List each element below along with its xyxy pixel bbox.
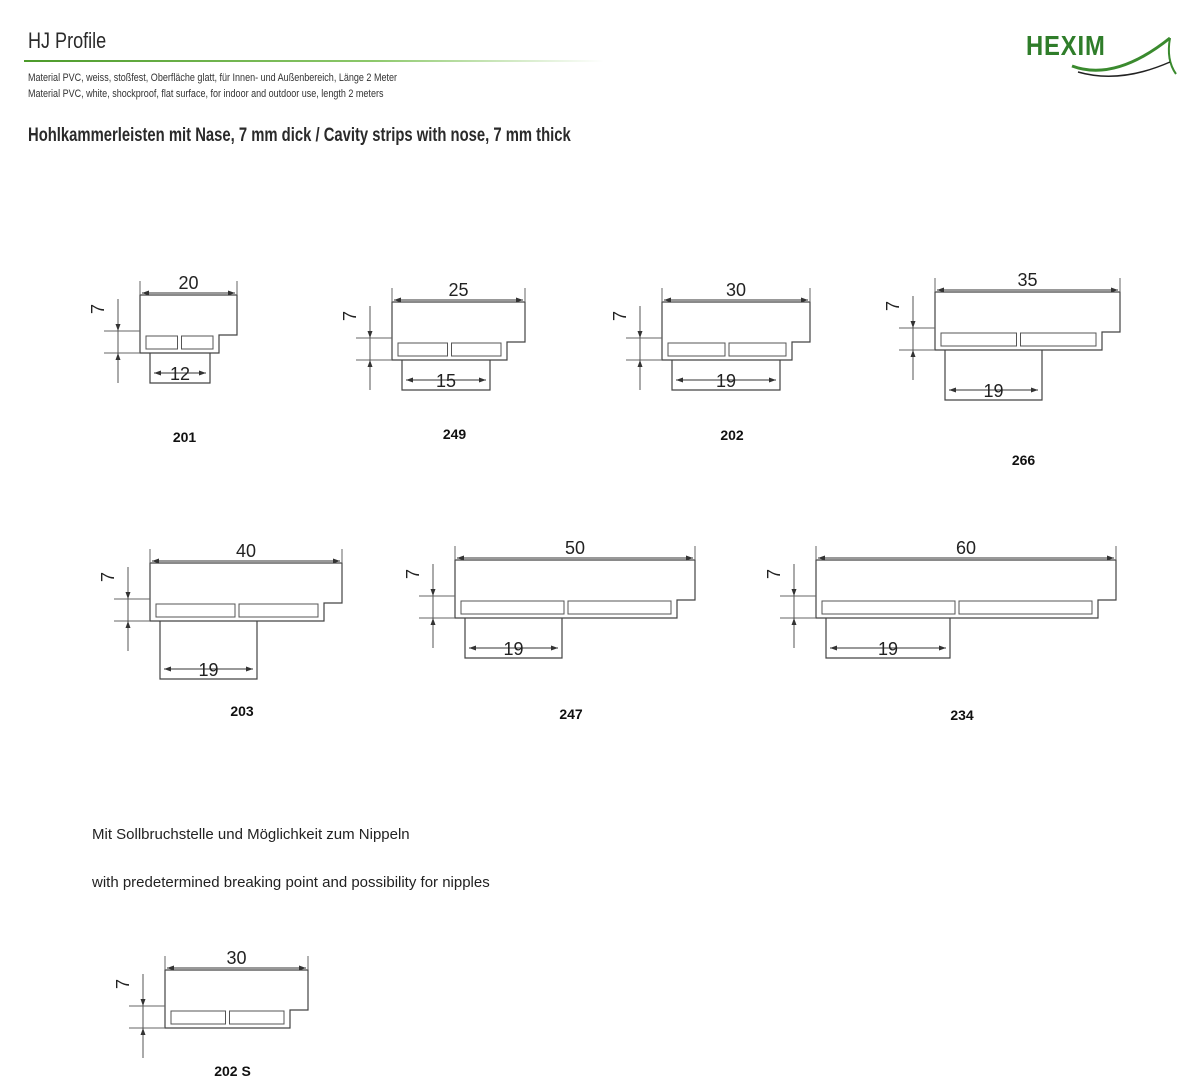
profile-203 — [98, 541, 342, 719]
profile-247 — [403, 538, 695, 722]
profile-266 — [883, 270, 1120, 468]
thickness-dimension-201: 7 — [88, 303, 108, 315]
thickness-dimension-203: 7 — [98, 571, 118, 583]
note-breaking-point-de: Mit Sollbruchstelle und Möglichkeit zum Nippeln — [92, 826, 410, 843]
width-dimension-202 S: 30 — [226, 948, 247, 968]
profile-249 — [340, 280, 525, 442]
profile-label-202: 202 — [720, 427, 744, 443]
nose-width-203: 19 — [198, 660, 219, 680]
thickness-dimension-266: 7 — [883, 300, 903, 312]
nose-width-249: 15 — [435, 371, 457, 391]
profile-label-266: 266 — [1011, 452, 1036, 468]
thickness-dimension-249: 7 — [340, 310, 360, 322]
material-description-de: Material PVC, weiss, stoßfest, Oberfläche glatt, für Innen- und Außenbereich, Länge 2 Meter — [28, 72, 398, 84]
profile-label-247: 247 — [559, 706, 583, 722]
width-dimension-203: 40 — [235, 541, 257, 561]
profile-202-s — [113, 948, 308, 1079]
nose-width-247: 19 — [503, 639, 524, 659]
thickness-dimension-247: 7 — [403, 568, 423, 580]
profile-label-201: 201 — [172, 429, 197, 445]
profile-202 — [610, 280, 810, 443]
profile-label-203: 203 — [230, 703, 254, 719]
nose-width-234: 19 — [877, 639, 899, 659]
section-subtitle: Hohlkammerleisten mit Nase, 7 mm dick / Cavity strips with nose, 7 mm thick — [28, 125, 571, 146]
note-breaking-point-en: with predetermined breaking point and possibility for nipples — [92, 874, 490, 891]
profile-201 — [88, 273, 237, 445]
profile-label-202-S: 202 S — [214, 1063, 251, 1079]
nose-width-266: 19 — [983, 381, 1004, 401]
width-dimension-249: 25 — [448, 280, 469, 300]
profile-label-249: 249 — [442, 426, 467, 442]
width-dimension-234: 60 — [955, 538, 977, 558]
thickness-dimension-202 S: 7 — [113, 978, 133, 990]
nose-width-202: 19 — [715, 371, 737, 391]
width-dimension-247: 50 — [564, 538, 586, 558]
material-description-en: Material PVC, white, shockproof, flat surface, for indoor and outdoor use, length 2 meters — [28, 88, 384, 100]
logo-text: HEXIM — [1026, 30, 1106, 61]
thickness-dimension-234: 7 — [764, 568, 784, 580]
page-title: HJ Profile — [28, 28, 107, 53]
thickness-dimension-202: 7 — [610, 310, 630, 322]
width-dimension-266: 35 — [1017, 270, 1038, 290]
nose-width-201: 12 — [169, 364, 191, 384]
profile-234 — [764, 538, 1116, 723]
width-dimension-201: 20 — [178, 273, 199, 293]
profile-label-234: 234 — [950, 707, 974, 723]
width-dimension-202: 30 — [725, 280, 747, 300]
